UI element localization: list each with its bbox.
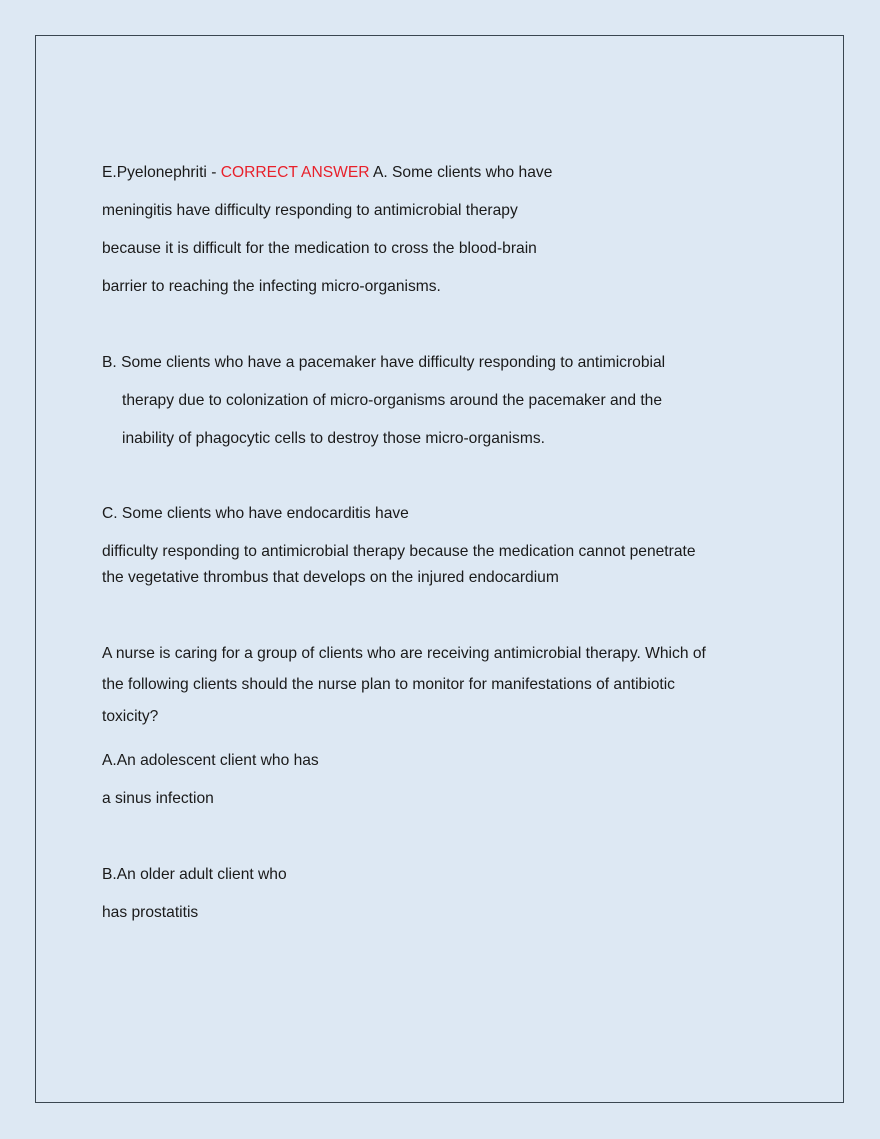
question-line: A nurse is caring for a group of clients who are receiving antimicrobial therapy. Which of (102, 645, 706, 662)
option-b-line: has prostatitis (102, 904, 199, 921)
text-line: the vegetative thrombus that develops on the injured endocardium (102, 569, 559, 586)
answer-prefix: E.Pyelonephriti - (102, 164, 221, 181)
text-line: because it is difficult for the medication to cross the blood-brain (102, 240, 537, 257)
option-b-line: B.An older adult client who (102, 866, 287, 883)
text-line: C. Some clients who have endocarditis have (102, 505, 409, 522)
text-line: inability of phagocytic cells to destroy those micro-organisms. (122, 430, 545, 447)
option-a-line: a sinus infection (102, 790, 214, 807)
answer-suffix: A. Some clients who have (369, 164, 553, 181)
option-a-line: A.An adolescent client who has (102, 752, 319, 769)
text-line: barrier to reaching the infecting micro-organisms. (102, 278, 441, 295)
text-line: B. Some clients who have a pacemaker have difficulty responding to antimicrobial (102, 354, 666, 371)
question-line: the following clients should the nurse plan to monitor for manifestations of antibiotic (102, 676, 675, 693)
correct-answer-label: CORRECT ANSWER (220, 164, 370, 181)
answer-line (102, 163, 552, 183)
text-line: therapy due to colonization of micro-organisms around the pacemaker and the (122, 392, 663, 409)
question-line: toxicity? (102, 708, 159, 725)
text-line: meningitis have difficulty responding to antimicrobial therapy (102, 202, 518, 219)
text-line: difficulty responding to antimicrobial therapy because the medication cannot penetrate (102, 543, 696, 560)
